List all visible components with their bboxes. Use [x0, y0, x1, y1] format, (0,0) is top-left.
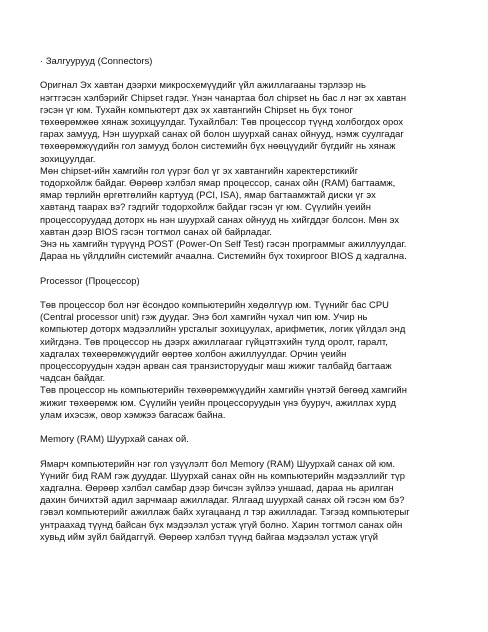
- text-line: хавтанд таарах вэ? гэдгийг тодорхойлж байдаг гэсэн үг юм. Сүүлийн үеийн: [40, 201, 372, 213]
- text-line: хавтан дээр BIOS гэсэн тогтмол санах ой байрладаг.: [40, 225, 272, 237]
- text-line: хийгдэнэ. Төв процессор нь дээрх ажиллагааг гүйцэтгэхийн тулд оролт, гаралт,: [40, 335, 388, 347]
- section-heading-processor: Processor (Процессор): [40, 274, 140, 286]
- text-line: чадсан байдаг.: [40, 372, 106, 384]
- text-line: Төв процессор нь компьютерийн төхөөрөмжүүдийн хамгийн үнэтэй бөгөөд хамгийн: [40, 384, 407, 396]
- text-line: ямар төрлийн өргөтгөлийн картууд (PCI, ISA), ямар багтаамжтай диски үг эх: [40, 189, 376, 201]
- text-line: төхөөрөмжөө хянаж зохицуулдаг. Тухайлбал: Төв процессор түүнд холбогдох орох: [40, 116, 404, 127]
- text-line: хадгалах төхөөрөмжүүдийг өөртөө холбон ажиллуулдаг. Орчин үеийн: [40, 347, 347, 359]
- text-line: Төв процессор бол нэг ёсондоо компьютерийн хөдөлгүүр юм. Түүнийг бас CPU: [40, 299, 389, 311]
- text-line: тодорхойлж байдаг. Өөрөөр хэлбэл ямар процессор, санах ойн (RAM) багтаамж,: [40, 177, 396, 189]
- text-line: жижиг төхөөрөмж юм. Сүүлийн үеийн процессоруудын үнэ бууруч, ажиллах хурд: [40, 396, 396, 408]
- text-line: процессоруудад доторх нь нэн шуурхай санах ойнууд нь хийгддэг болсон. Мөн эх: [40, 213, 400, 225]
- section-heading-memory: Memory (RAM) Шуурхай санах ой.: [40, 433, 189, 445]
- paragraph-memory: [40, 458, 448, 543]
- text-line: гэвэл компьютерийг ажиллаж байх хугацаанд л тэр ажилладаг. Тэгээд компьютерыг: [40, 506, 410, 518]
- text-line: хувьд ийм зүйл байдаггүй. Өөрөөр хэлбэл түүнд байгаа мэдээлэл устаж үгүй: [40, 530, 379, 542]
- text-line: зохицуулдаг.: [40, 152, 96, 164]
- text-line: Ямарч компьютерийн нэг гол үзүүлэлт бол Memory (RAM) Шуурхай санах ой юм.: [40, 457, 395, 469]
- paragraph-connectors: [40, 79, 448, 262]
- text-line: Дараа нь үйлдлийн системийг ачаална. Системийн бүх тохиргоог BIOS д хадгална.: [40, 250, 407, 262]
- text-line: компьютер доторх мэдээллийн урсгалыг зохицуулах, арифметик, логик үйлдэл энд: [40, 323, 406, 335]
- text-line: Оригнал Эх хавтан дээрхи микросхемүүдийг үйл ажиллагааны тэрлээр нь: [40, 79, 366, 91]
- text-line: гарах замууд, Нэн шуурхай санах ой болон шуурхай санах ойнууд, нэмж суулгадаг: [40, 128, 404, 140]
- text-line: улам ихэсэж, овор хэмжээ багасаж байна.: [40, 408, 226, 420]
- text-line: Мөн chipset-ийн хамгийн гол үүрэг бол үг эх хавтангийн харектерстикийг: [40, 164, 359, 176]
- text-line: хадгална. Өөрөөр хэлбэл самбар дээр бичсэн зүйлээ уншааd, дараа нь арилган: [40, 482, 394, 494]
- text-line: дахин бичихтэй адил зарчмаар ажилладаг. Ялгаад шуурхай санах ой гэсэн юм бэ?: [40, 494, 405, 506]
- text-line: процессоруудын хэдэн арван сая транзисторуудыг маш жижиг талбайд багтааж: [40, 360, 392, 372]
- section-heading-connectors: · Залгуурууд (Connectors): [40, 55, 153, 66]
- paragraph-processor: [40, 299, 448, 421]
- text-line: нэгтгэсэн хэлбэрийг Chipset гэдэг. Үнэн чанартаа бол chipset нь бас л нэг эх хавтан: [40, 91, 407, 103]
- text-line: төхөөрөмжүүдийн гол замууд болон системийн бүх нөөцүүдийг бүгдийг нь хянаж: [40, 140, 396, 152]
- text-line: унтраахад түүнд байсан бүх мэдээлэл устаж үгүй болно. Харин тогтмол санах ойн: [40, 518, 403, 530]
- text-line: Үүнийг бид RAM гэж дууддаг. Шуурхай санах ойн нь компьютерийн мэдээллийг түр: [40, 469, 405, 481]
- text-line: Энэ нь хамгийн түрүүнд POST (Power-On Self Test) гэсэн программыг ажиллуулдаг.: [40, 238, 407, 250]
- text-line: (Central processor unit) гэж дуудаг. Энэ бол хамгийн чухал чип юм. Учир нь: [40, 311, 368, 323]
- text-line: гэсэн үг юм. Тухайн компьютерт дэх эх хавтангийн Chipset нь бүх тоног: [40, 103, 353, 115]
